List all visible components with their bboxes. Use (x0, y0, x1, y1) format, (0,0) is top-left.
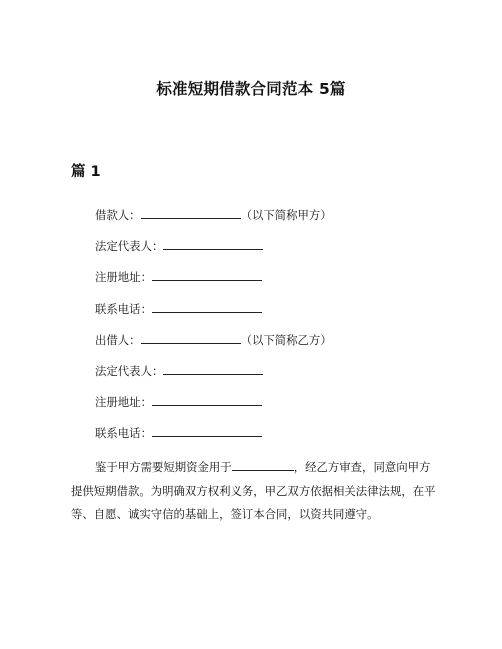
lender-address-label: 注册地址： (95, 395, 152, 410)
section-heading: 篇 1 (71, 164, 101, 180)
lender-blank (141, 332, 241, 344)
borrower-rep-blank (163, 238, 263, 250)
borrower-phone-label: 联系电话： (95, 301, 152, 316)
lender-field (95, 332, 332, 363)
borrower-phone-blank (152, 301, 262, 313)
borrower-suffix: （以下简称甲方） (240, 208, 332, 222)
lender-phone-blank (152, 425, 262, 437)
lender-label: 出借人： (95, 332, 141, 347)
lender-address-field (95, 394, 332, 425)
lender-rep-field (95, 363, 332, 394)
borrower-address-blank (152, 269, 262, 281)
lender-phone-field (95, 425, 332, 456)
party-fields (95, 207, 332, 457)
borrower-label: 借款人： (95, 208, 141, 222)
lender-rep-blank (163, 363, 263, 375)
purpose-blank (232, 459, 294, 471)
borrower-blank (141, 207, 241, 219)
borrower-field (95, 207, 332, 238)
preamble-part2: ，经乙方审查，同意向甲方提供短期借款。为明确双方权利义务，甲乙双方依据相关法律法规，在平等、自愿、诚实守信的基础上，签订本合同，以资共同遵守。 (71, 460, 436, 521)
borrower-address-field (95, 269, 332, 300)
preamble-part1: 鉴于甲方需要短期资金用于 (95, 460, 232, 474)
preamble-paragraph (71, 456, 437, 527)
lender-address-blank (152, 394, 262, 406)
lender-suffix: （以下简称乙方） (240, 332, 332, 347)
borrower-rep-field (95, 238, 332, 269)
document-title: 标准短期借款合同范本 5篇 (156, 80, 346, 98)
lender-rep-label: 法定代表人： (95, 363, 164, 378)
lender-phone-label: 联系电话： (95, 426, 152, 441)
borrower-phone-field (95, 301, 332, 332)
borrower-address-label: 注册地址： (95, 270, 152, 285)
borrower-rep-label: 法定代表人： (95, 239, 164, 254)
